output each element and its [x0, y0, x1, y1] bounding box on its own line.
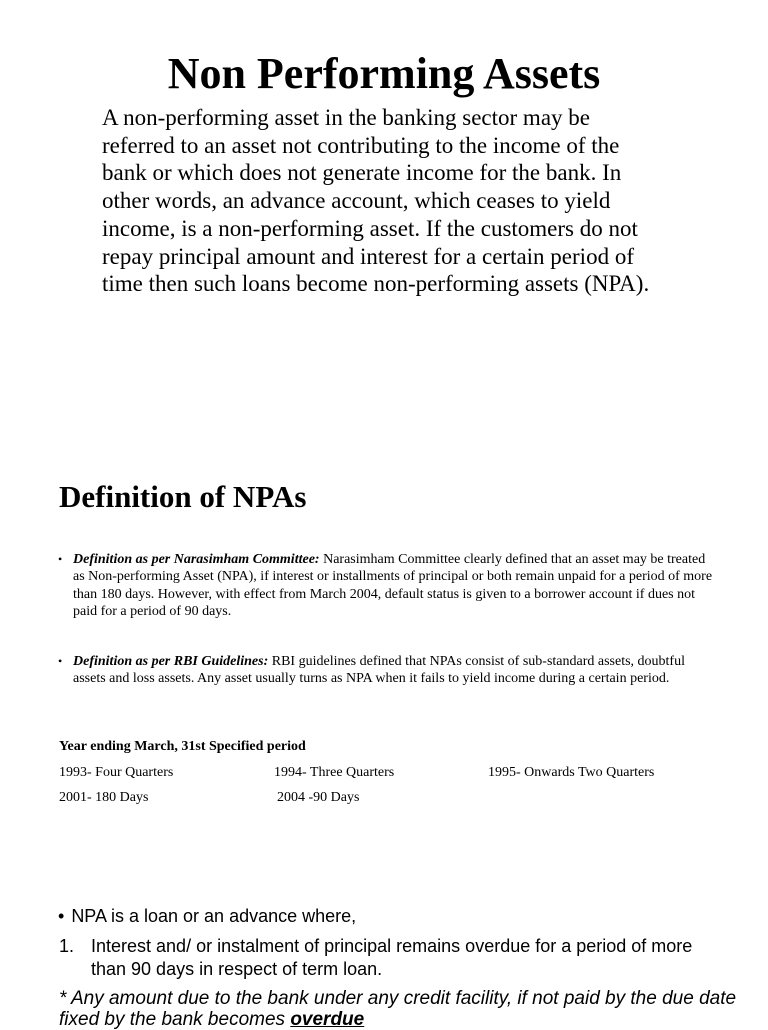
- period-2004: 2004 -90 Days: [277, 790, 360, 805]
- definition-lead: Definition as per RBI Guidelines:: [73, 654, 269, 669]
- definition-body: RBI guidelines defined that NPAs consist of sub-standard assets, doubtful assets and loss assets. Any asset usually turns as NPA when it fails to yield income during a certain period.: [73, 654, 685, 687]
- definition-item-narasimham: [58, 551, 718, 620]
- intro-paragraph: A non-performing asset in the banking sector may be referred to an asset not contributing to the income of the bank or which does not generate income for the bank. In other words, an advance account, which ceases to yield income, is a non-performing asset. If the customers do not repay principal amount and interest for a certain period of time then such loans become non-performing assets (NPA).: [102, 105, 650, 297]
- definition-text: [73, 653, 718, 688]
- period-1995: 1995- Onwards Two Quarters: [488, 765, 655, 780]
- bullet-icon: •: [58, 654, 63, 668]
- note-emphasis: overdue: [290, 1009, 365, 1030]
- npa-bullet-text: NPA is a loan or an advance where,: [71, 906, 357, 926]
- bullet-icon: •: [58, 552, 63, 566]
- list-item-text: Interest and/ or instalment of principal remains overdue for a period of more than 90 days in respect of term loan.: [91, 936, 693, 979]
- definition-body: Narasimham Committee clearly defined that an asset may be treated as Non-performing Asset (NPA), if interest or installments of principal or both remain unpaid for a period of more than 180 days. However, with effect from March 2004, default status is given to a borrower account if dues not paid for a period of 90 days.: [73, 552, 713, 619]
- period-1994: 1994- Three Quarters: [274, 765, 395, 780]
- page-title: Non Performing Assets: [167, 49, 601, 98]
- definition-text: [73, 551, 718, 620]
- period-heading: Year ending March, 31st Specified period: [59, 739, 306, 754]
- note-text: * Any amount due to the bank under any credit facility, if not paid by the due date fixed by the bank becomes: [59, 988, 737, 1030]
- definition-heading: Definition of NPAs: [59, 479, 307, 514]
- period-1993: 1993- Four Quarters: [59, 765, 174, 780]
- list-number: 1.: [59, 936, 75, 956]
- definition-item-rbi: [58, 653, 718, 688]
- bullet-icon: •: [58, 906, 65, 926]
- period-2001: 2001- 180 Days: [59, 790, 149, 805]
- npa-list-item: [59, 935, 709, 981]
- npa-bullet: [58, 905, 356, 927]
- definition-lead: Definition as per Narasimham Committee:: [73, 552, 320, 567]
